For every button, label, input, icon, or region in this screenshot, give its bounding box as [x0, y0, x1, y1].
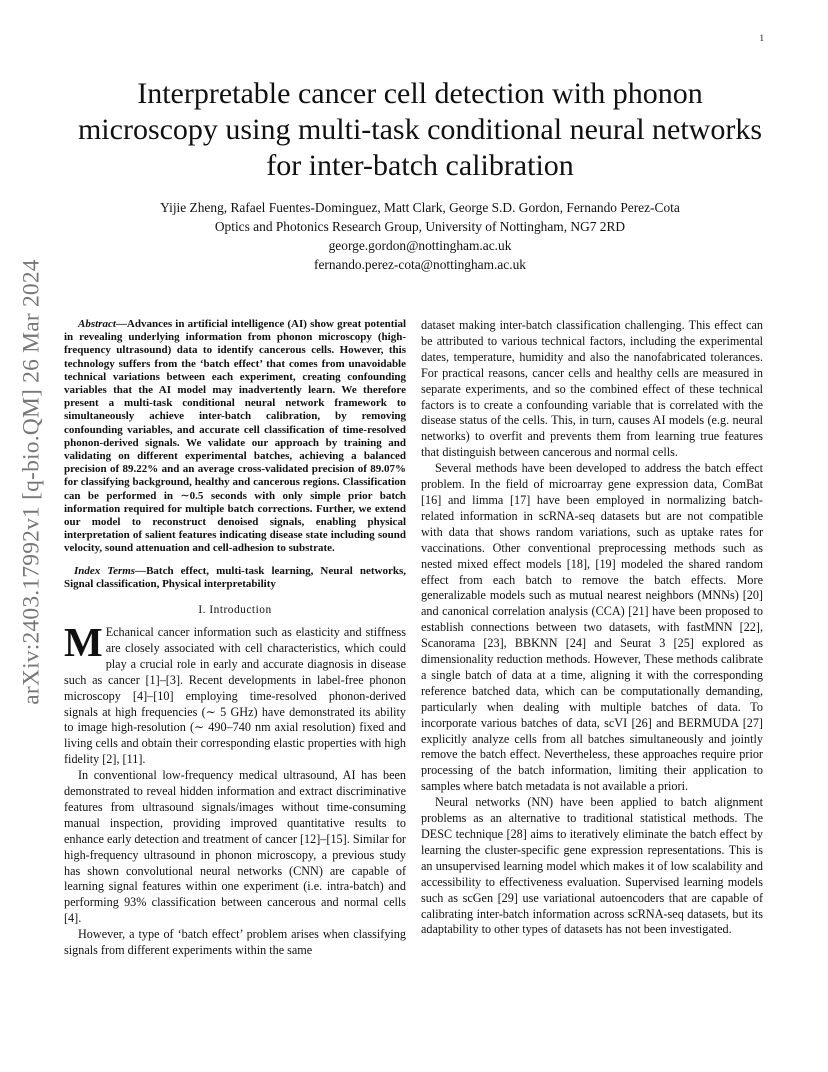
author-names: Yijie Zheng, Rafael Fuentes-Dominguez, Matt Clark, George S.D. Gordon, Fernando Perez-Cota [160, 200, 680, 215]
paper-title: Interpretable cancer cell detection with phonon microscopy using multi-task conditional neural networks for inter-batch calibration [77, 77, 763, 182]
email-gordon: george.gordon@nottingham.ac.uk [328, 238, 512, 253]
intro-paragraph-3: However, a type of ‘batch effect’ problem arises when classifying signals from different experiments within the same [64, 927, 406, 958]
section-heading-introduction: I. Introduction [198, 604, 272, 617]
intro-paragraph-1-text: Echanical cancer information such as elasticity and stiffness are closely associated with cell characteristics, which could play a crucial role in early and accurate diagnosis in disease such as cancer [1]–[3]. Recent developments in label-free phonon microscopy [4]–[10] employing time-resolved phonon-derived signals at high frequencies (∼ 5 GHz) have demonstrated its ability to image high-resolution (∼ 490–740 nm axial resolution) fixed and living cells and obtain their corresponding elastic properties with high fidelity [2], [11]. [64, 624, 406, 767]
index-terms [64, 565, 406, 591]
right-paragraph-2: Several methods have been developed to address the batch effect problem. In the field of microarray gene expression data, ComBat [16] and limma [17] have been employed in normalizing batch-related information in scRNA-seq datasets but are not compatible with data that shows random variations, such as uptake rates for vaccinations. Other conventional preprocessing methods such as nested mixed effect models [18], [19] modeled the shared random effect from each batch to remove the batch effects. More generalizable models such as mutual nearest neighbors (MNNs) [20] and canonical correlation analysis (CCA) [21] have been proposed to establish connections between two datasets, with fastMNN [22], Scanorama [23], BBKNN [24] and Seurat 3 [25] explored as dimensionality reduction methods. However, These methods calibrate a single batch of data at a time, aligning it with the corresponding reference batched data, which can be computationally demanding, particularly when dealing with multiple batches of data. To incorporate various batches of data, scVI [26] and BERMUDA [27] explicitly analyze cells from all batches simultaneously and jointly remove the batch effect. Nevertheless, these approaches require prior processing of the batch information, limiting their application to samples where batch metadata is not available a priori. [421, 461, 763, 794]
affiliation: Optics and Photonics Research Group, University of Nottingham, NG7 2RD [214, 219, 626, 234]
intro-paragraph-2: In conventional low-frequency medical ultrasound, AI has been demonstrated to reveal hidden information and extract discriminative features from ultrasound signals/images without time-consuming manual inspection, providing improved quantitative results to enhance early detection and treatment of cancer [12]–[15]. Similar for high-frequency ultrasound in phonon microscopy, a previous study has shown convolutional neural networks (CNN) are capable of learning signal features within one experiment (i.e. intra-batch) and performing 93% classification between cancerous and normal cells [4]. [64, 768, 406, 926]
index-terms-label: Index Terms [74, 564, 136, 577]
email-perez-cota: fernando.perez-cota@nottingham.ac.uk [314, 257, 526, 272]
arxiv-identifier-text: arXiv:2403.17992v1 [q-bio.QM] 26 Mar 2024 [18, 259, 45, 705]
page-number: 1 [759, 33, 764, 43]
drop-cap: M [64, 618, 103, 665]
right-paragraph-1: dataset making inter-batch classification challenging. This effect can be attributed to various technical factors, including the experimental dates, temperature, humidity and also the nanofabricated tolerances. For practical reasons, cancer cells and healthy cells are measured in separate experiments, and so the combined effect of these technical factors is to create a confounding variable that is correlated with the disease status of the cells. This, in turn, causes AI models (e.g. neural networks) to overfit and prevents them from learning true features that distinguish between cancerous and normal cells. [421, 318, 763, 460]
abstract [64, 318, 406, 556]
author-block [70, 198, 770, 274]
intro-paragraph-1 [64, 618, 406, 768]
right-column [421, 318, 763, 938]
index-terms-text: —Batch effect, multi-task learning, Neural networks, Signal classification, Physical interpretability [64, 564, 406, 590]
abstract-text: —Advances in artificial intelligence (AI) show great potential in revealing underlying information from phonon microscopy (high-frequency ultrasound) data to identify cancerous cells. However, this technology suffers from the ‘batch effect’ that comes from unavoidable technical variations between each experiment, creating confounding variables that the AI model may inadvertently learn. We therefore present a multi-task conditional neural network framework to simultaneously achieve inter-batch calibration, by removing confounding variables, and accurate cell classification of time-resolved phonon-derived signals. We validate our approach by training and validating on different experimental batches, achieving a balanced precision of 89.22% and an average cross-validated precision of 89.07% for classifying background, healthy and cancerous regions. Classification can be performed in ∼0.5 seconds with only simple prior batch information required for multiple batch corrections. Further, we extend our model to reconstruct denoised signals, enabling physical interpretation of salient features indicating disease state including sound velocity, sound attenuation and cell-adhesion to substrate. [64, 318, 406, 555]
arxiv-identifier [12, 259, 52, 705]
right-paragraph-3: Neural networks (NN) have been applied to batch alignment problems as an alternative to traditional statistical methods. The DESC technique [28] aims to iteratively eliminate the batch effect by learning the cluster-specific gene expression representations. This is an unsupervised learning model which makes it of low scalability and accessibility to effectiveness evaluation. Supervised learning models such as scGen [29] use variational autoencoders that are capable of calibrating inter-batch information across scRNA-seq datasets, but its adaptability to other types of datasets has not been investigated. [421, 795, 763, 937]
abstract-label: Abstract [78, 318, 116, 330]
left-column [64, 318, 406, 959]
